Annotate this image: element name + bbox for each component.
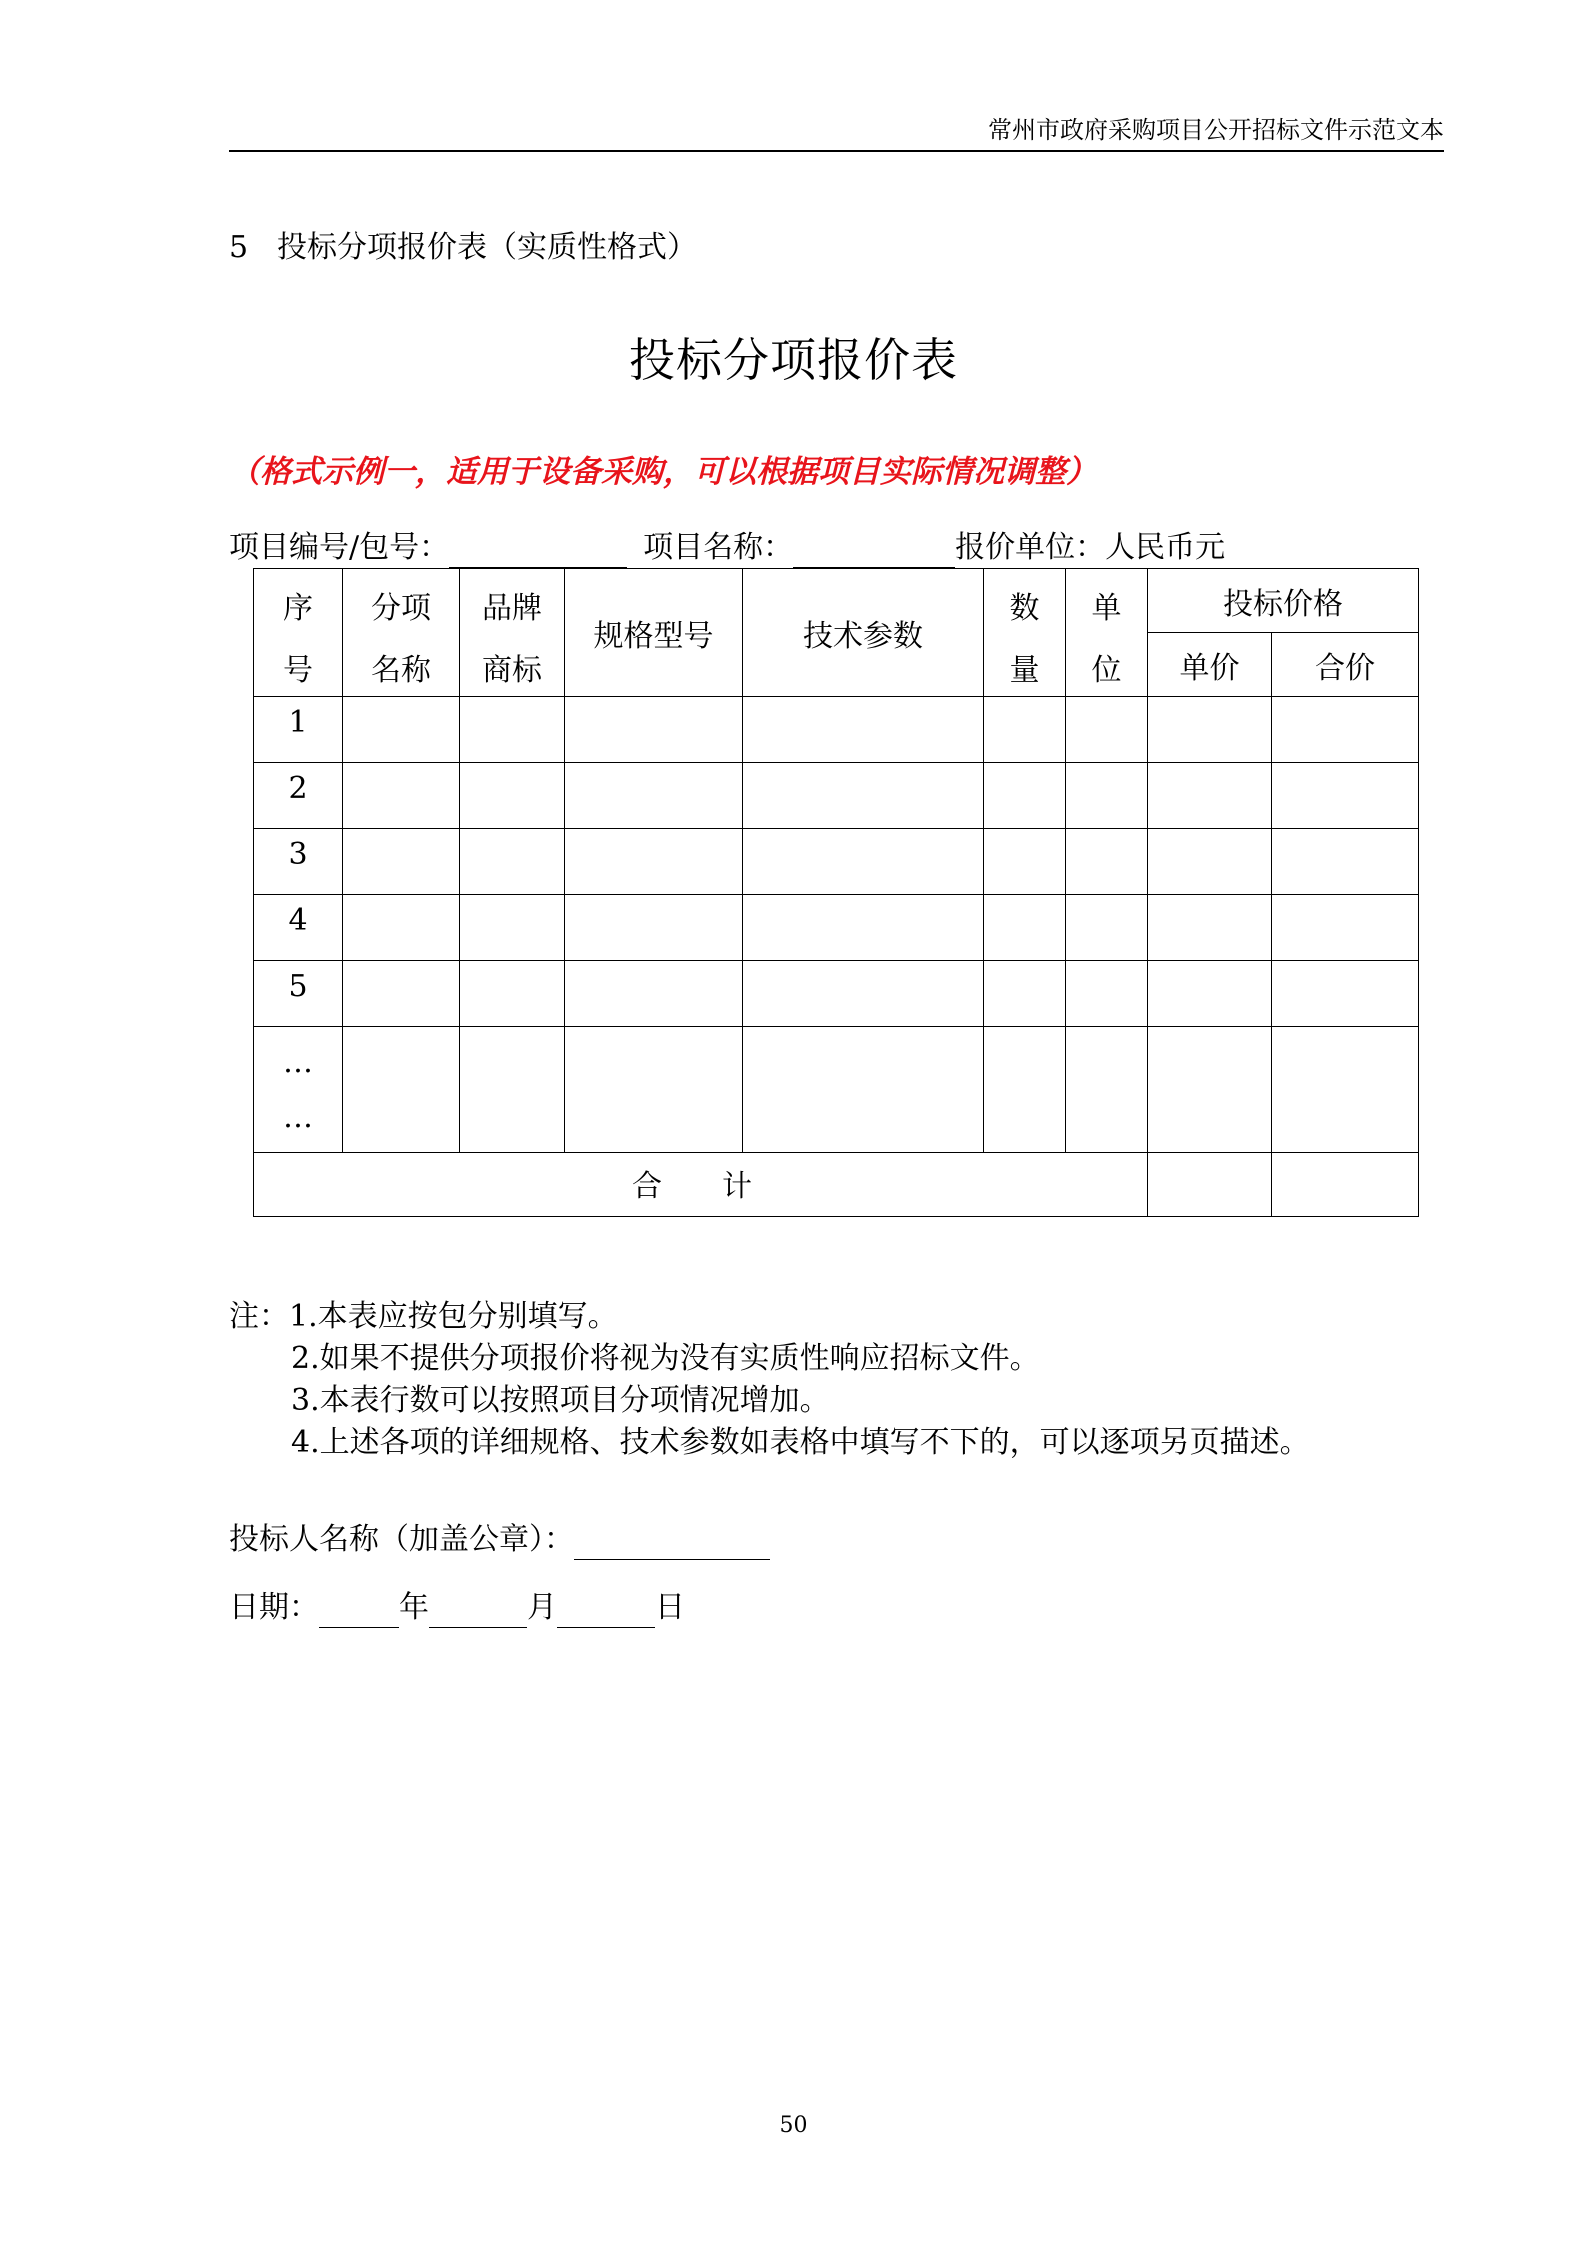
date-line	[229, 1588, 685, 1628]
note-item: 3.本表行数可以按照项目分项情况增加。	[291, 1383, 830, 1418]
note-item: 2.如果不提供分项报价将视为没有实质性响应招标文件。	[291, 1341, 1040, 1376]
header-qty: 数 量	[984, 569, 1066, 697]
cell-blank[interactable]	[984, 895, 1066, 961]
cell-blank[interactable]	[1066, 961, 1148, 1027]
cell-blank[interactable]	[565, 763, 743, 829]
cell-blank[interactable]	[460, 961, 565, 1027]
header-price-group: 投标价格	[1148, 569, 1419, 633]
table-row	[254, 895, 1419, 961]
cell-blank[interactable]	[460, 895, 565, 961]
cell-blank[interactable]	[460, 697, 565, 763]
bidder-signature-line	[229, 1520, 770, 1560]
month-label: 月	[527, 1590, 557, 1625]
total-label: 合 计	[254, 1153, 1148, 1217]
currency-label: 报价单位：人民币元	[955, 530, 1226, 565]
year-blank[interactable]	[319, 1595, 399, 1628]
bidder-name-label: 投标人名称（加盖公章）：	[229, 1522, 574, 1557]
cell-blank[interactable]	[460, 829, 565, 895]
cell-blank[interactable]	[343, 1027, 460, 1153]
cell-blank[interactable]	[1148, 829, 1272, 895]
cell-blank[interactable]	[743, 895, 984, 961]
cell-blank[interactable]	[343, 961, 460, 1027]
ellipsis-bottom: …	[283, 1099, 313, 1135]
project-no-blank[interactable]	[449, 535, 627, 568]
month-blank[interactable]	[429, 1595, 527, 1628]
cell-blank[interactable]	[743, 829, 984, 895]
cell-blank[interactable]	[565, 895, 743, 961]
table-row	[254, 829, 1419, 895]
cell-blank[interactable]	[743, 1027, 984, 1153]
cell-blank[interactable]	[1272, 1027, 1419, 1153]
cell-blank[interactable]	[565, 961, 743, 1027]
cell-blank[interactable]	[1066, 763, 1148, 829]
cell-blank[interactable]	[1272, 961, 1419, 1027]
cell-blank[interactable]	[984, 697, 1066, 763]
cell-blank[interactable]	[1066, 1027, 1148, 1153]
cell-blank[interactable]	[343, 829, 460, 895]
cell-blank[interactable]	[460, 1027, 565, 1153]
table-row	[254, 697, 1419, 763]
year-label: 年	[399, 1590, 429, 1625]
page-number: 50	[779, 2113, 808, 2138]
cell-blank[interactable]	[743, 697, 984, 763]
table-row-ellipsis	[254, 1027, 1419, 1153]
project-name-label: 项目名称：	[643, 530, 794, 565]
note-item: 4.上述各项的详细规格、技术参数如表格中填写不下的，可以逐项另页描述。	[291, 1425, 1310, 1460]
header-seq: 序 号	[254, 569, 343, 697]
page-title: 投标分项报价表	[629, 333, 958, 387]
ellipsis-top: …	[283, 1044, 313, 1080]
project-name-blank[interactable]	[793, 535, 955, 568]
header-model: 规格型号	[565, 569, 743, 697]
row-number: 5	[254, 961, 343, 1027]
cell-blank[interactable]	[1272, 895, 1419, 961]
format-note: （格式示例一，适用于设备采购，可以根据项目实际情况调整）	[229, 454, 1097, 490]
cell-blank[interactable]	[984, 763, 1066, 829]
project-info-line	[229, 528, 1225, 568]
cell-blank[interactable]	[1272, 1153, 1419, 1217]
row-number: 1	[254, 697, 343, 763]
cell-blank[interactable]	[1272, 697, 1419, 763]
cell-blank[interactable]	[984, 829, 1066, 895]
cell-blank[interactable]	[1148, 763, 1272, 829]
cell-blank[interactable]	[1066, 697, 1148, 763]
section-heading	[229, 228, 697, 268]
cell-blank[interactable]	[565, 829, 743, 895]
notes	[229, 1296, 1310, 1464]
note-item: 注：1.本表应按包分别填写。	[229, 1299, 618, 1334]
header-unit: 单 位	[1066, 569, 1148, 697]
notes-prefix: 注：	[229, 1299, 289, 1334]
cell-blank[interactable]	[1066, 895, 1148, 961]
table-row	[254, 961, 1419, 1027]
table-row	[254, 763, 1419, 829]
row-number: 4	[254, 895, 343, 961]
header-unit-price: 单价	[1148, 633, 1272, 697]
cell-blank[interactable]	[565, 697, 743, 763]
cell-blank[interactable]	[1148, 895, 1272, 961]
row-ellipsis	[254, 1027, 343, 1153]
cell-blank[interactable]	[1066, 829, 1148, 895]
cell-blank[interactable]	[1148, 1153, 1272, 1217]
cell-blank[interactable]	[984, 961, 1066, 1027]
table-header-row	[254, 569, 1419, 633]
cell-blank[interactable]	[743, 763, 984, 829]
cell-blank[interactable]	[343, 895, 460, 961]
price-table	[253, 568, 1419, 1217]
cell-blank[interactable]	[1272, 829, 1419, 895]
cell-blank[interactable]	[343, 763, 460, 829]
header-total-price: 合价	[1272, 633, 1419, 697]
header-brand: 品牌 商标	[460, 569, 565, 697]
day-blank[interactable]	[557, 1595, 655, 1628]
cell-blank[interactable]	[1148, 961, 1272, 1027]
cell-blank[interactable]	[1272, 763, 1419, 829]
project-no-label: 项目编号/包号：	[229, 530, 450, 565]
cell-blank[interactable]	[1148, 1027, 1272, 1153]
cell-blank[interactable]	[460, 763, 565, 829]
row-number: 3	[254, 829, 343, 895]
bidder-name-blank[interactable]	[574, 1527, 770, 1560]
section-title: 投标分项报价表（实质性格式）	[277, 230, 697, 265]
running-header	[229, 110, 1444, 152]
day-label: 日	[655, 1590, 685, 1625]
section-number: 5	[229, 230, 249, 265]
cell-blank[interactable]	[343, 697, 460, 763]
header-item-name: 分项 名称	[343, 569, 460, 697]
row-number: 2	[254, 763, 343, 829]
cell-blank[interactable]	[984, 1027, 1066, 1153]
table-total-row	[254, 1153, 1419, 1217]
running-header-text: 常州市政府采购项目公开招标文件示范文本	[988, 116, 1444, 144]
cell-blank[interactable]	[1148, 697, 1272, 763]
cell-blank[interactable]	[743, 961, 984, 1027]
date-label: 日期：	[229, 1590, 319, 1625]
header-params: 技术参数	[743, 569, 984, 697]
cell-blank[interactable]	[565, 1027, 743, 1153]
